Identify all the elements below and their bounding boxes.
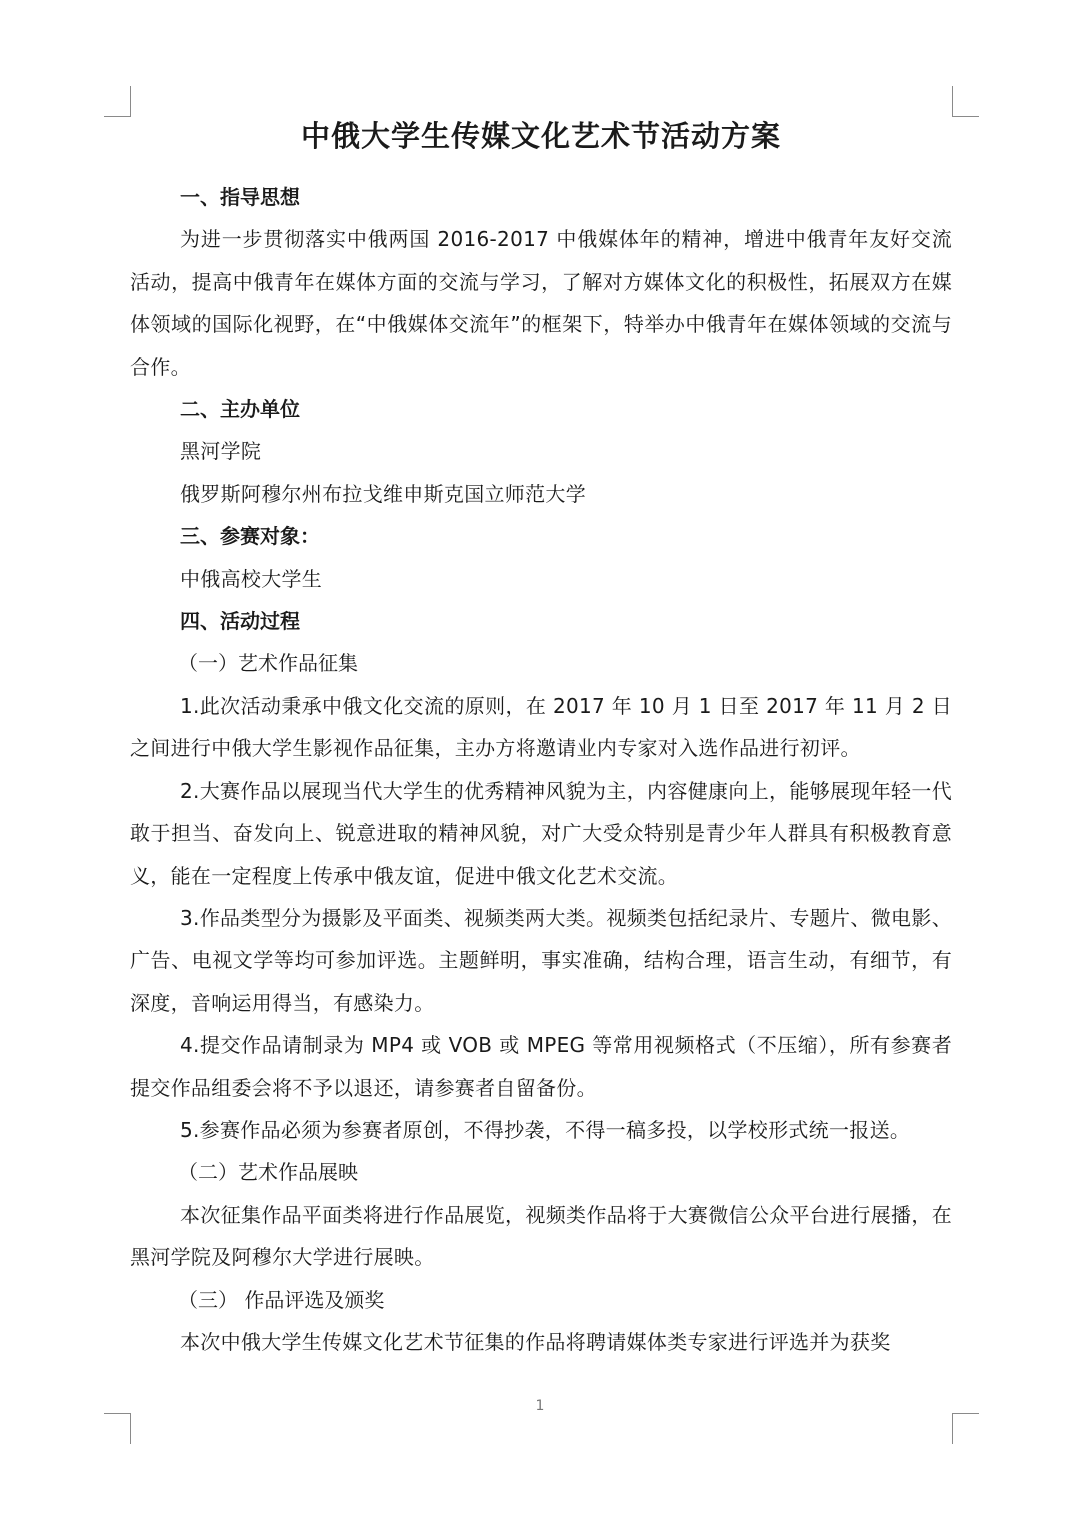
collection-item-3: 3.作品类型分为摄影及平面类、视频类两大类。视频类包括纪录片、专题片、微电影、广告、电视文学等均可参加评选。主题鲜明，事实准确，结构合理，语言生动，有细节，有深度，音响运用得当，有感染力。	[130, 905, 952, 1015]
crop-mark-bottom-right	[952, 1413, 979, 1444]
organizer-2: 俄罗斯阿穆尔州布拉戈维申斯克国立师范大学	[180, 481, 586, 506]
subsection-heading-collection: （一）艺术作品征集	[178, 651, 358, 676]
crop-mark-top-right	[952, 86, 979, 117]
section-heading-organizers: 二、主办单位	[180, 397, 300, 422]
screening-paragraph: 本次征集作品平面类将进行作品展览，视频类作品将于大赛微信公众平台进行展播，在黑河学院及阿穆尔大学进行展映。	[130, 1202, 952, 1270]
crop-mark-top-left	[104, 86, 131, 117]
subsection-heading-screening: （二）艺术作品展映	[178, 1160, 358, 1185]
document-body	[130, 176, 952, 1363]
organizer-1: 黑河学院	[180, 439, 262, 464]
collection-item-4: 4.提交作品请制录为 MP4 或 VOB 或 MPEG 等常用视频格式（不压缩），所有参赛者提交作品组委会将不予以退还，请参赛者自留备份。	[130, 1033, 952, 1100]
awards-paragraph: 本次中俄大学生传媒文化艺术节征集的作品将聘请媒体类专家进行评选并为获奖	[180, 1329, 891, 1354]
crop-mark-bottom-left	[104, 1413, 131, 1444]
section-heading-guiding-ideology: 一、指导思想	[180, 185, 300, 209]
section-heading-participants: 三、参赛对象：	[180, 524, 320, 549]
participants-text: 中俄高校大学生	[180, 566, 323, 591]
page-number: 1	[535, 1398, 545, 1414]
collection-item-2: 2.大赛作品以展现当代大学生的优秀精神风貌为主，内容健康向上，能够展现年轻一代敢于担当、奋发向上、锐意进取的精神风貌，对广大受众特别是青少年人群具有积极教育意义，能在一定程度上传承中俄友谊，促进中俄文化艺术交流。	[130, 778, 952, 888]
document-title: 中俄大学生传媒文化艺术节活动方案	[300, 119, 781, 153]
paragraph-guiding-ideology: 为进一步贯彻落实中俄两国 2016-2017 中俄媒体年的精神，增进中俄青年友好交流活动，提高中俄青年在媒体方面的交流与学习，了解对方媒体文化的积极性，拓展双方在媒体领域的国际化视野，在“中俄媒体交流年”的框架下，特举办中俄青年在媒体领域的交流与合作。	[130, 227, 952, 379]
collection-item-1: 1.此次活动秉承中俄文化交流的原则，在 2017 年 10 月 1 日至 2017 年 11 月 2 日之间进行中俄大学生影视作品征集，主办方将邀请业内专家对入选作品进行初评。	[130, 693, 952, 761]
collection-item-5: 5.参赛作品必须为参赛者原创，不得抄袭，不得一稿多投，以学校形式统一报送。	[180, 1117, 911, 1142]
section-heading-process: 四、活动过程	[180, 609, 300, 634]
subsection-heading-awards: （三） 作品评选及颁奖	[178, 1287, 385, 1312]
